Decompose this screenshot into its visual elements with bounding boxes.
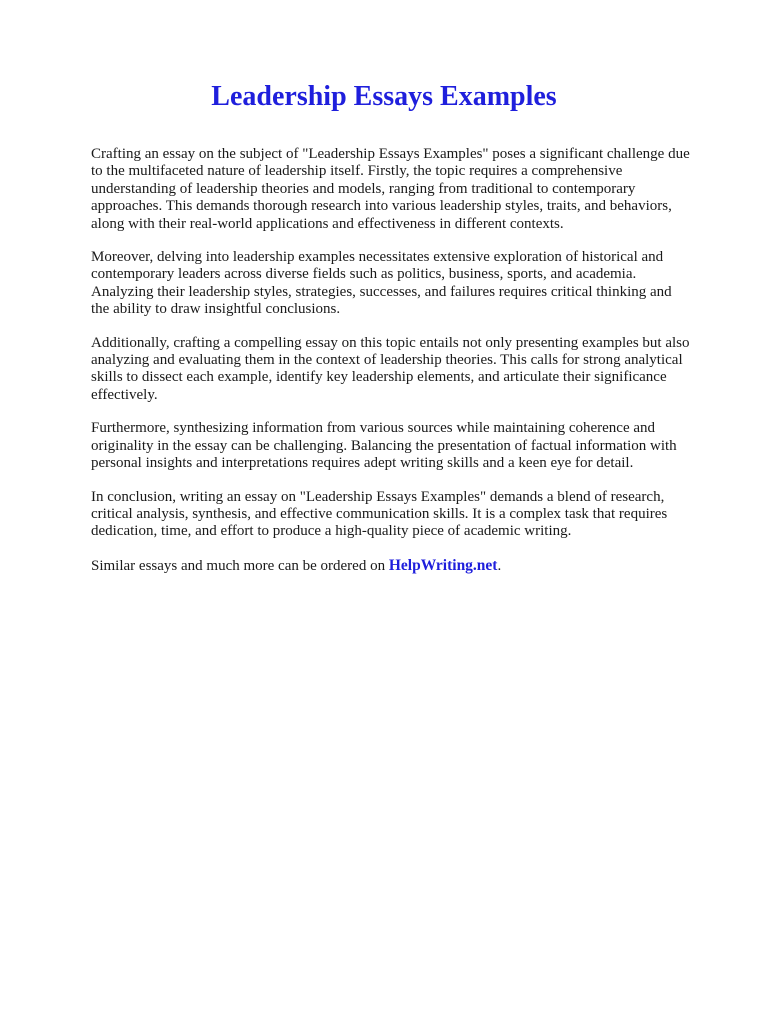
closing-paragraph (91, 557, 691, 575)
paragraph-3: Additionally, crafting a compelling essay on this topic entails not only presenting examples but also analyzing and evaluating them in the context of leadership theories. This calls for strong analytical skills to dissect each example, identify key leadership elements, and articulate their significance effectively. (91, 334, 690, 403)
paragraph-2: Moreover, delving into leadership examples necessitates extensive exploration of historical and contemporary leaders across diverse fields such as politics, business, sports, and academia. Analyzing their leadership styles, strategies, successes, and failures requires critical thinking and the ability to draw insightful conclusions. (91, 249, 672, 318)
closing-period: . (497, 557, 502, 574)
helpwriting-link[interactable]: HelpWriting.net (388, 556, 498, 574)
document-body (91, 146, 691, 575)
paragraph-1: Crafting an essay on the subject of "Leadership Essays Examples" poses a significant challenge due to the multifaceted nature of leadership itself. Firstly, the topic requires a comprehensive understanding of leadership theories and models, ranging from traditional to contemporary approaches. This demands thorough research into various leadership styles, traits, and behaviors, along with their real-world applications and effectiveness in different contexts. (91, 146, 690, 232)
paragraph-5: In conclusion, writing an essay on "Leadership Essays Examples" demands a blend of research, critical analysis, synthesis, and effective communication skills. It is a complex task that requires dedication, time, and effort to produce a high-quality piece of academic writing. (91, 488, 668, 540)
closing-text: Similar essays and much more can be ordered on (91, 557, 389, 574)
document-title: Leadership Essays Examples (211, 81, 557, 112)
paragraph-4: Furthermore, synthesizing information from various sources while maintaining coherence and originality in the essay can be challenging. Balancing the presentation of factual information with personal insights and interpretations requires adept writing skills and a keen eye for detail. (91, 420, 677, 472)
